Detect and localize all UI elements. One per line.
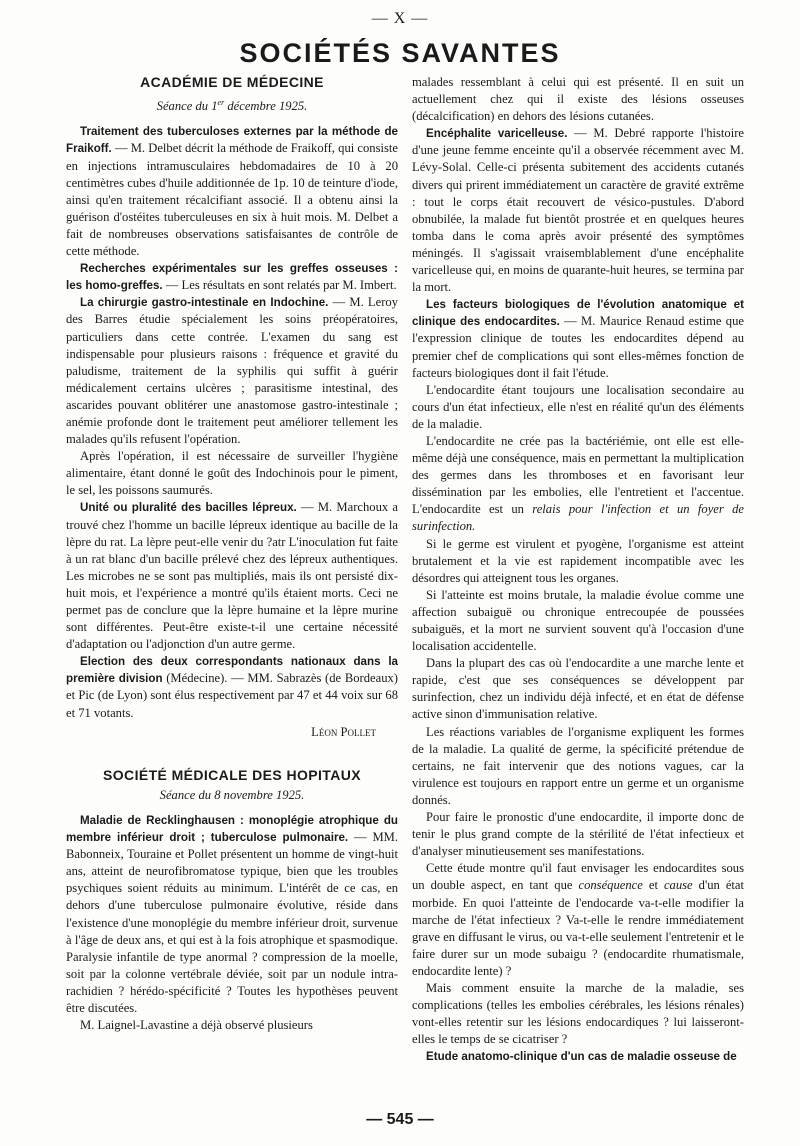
article-lead: Encéphalite varicelleuse. — [426, 127, 568, 141]
article-encephalite: Encéphalite varicelleuse. — M. Debré rapporte l'histoire d'une jeune femme enceinte qu'il a observée récemment avec M. Lévy-Solal. Celle-ci présenta subitement des accidents cutanés divers qui prirent immédiatement un caractère de gravité extrême : tout le corps était recouvert de vésico-pustules. D'abord obnubilée, la malade fut bientôt prostrée et en quelques heures tomba dans le coma après avoir présenté des symptômes méningés. Il s'agissait vraisemblablement d'une encéphalite varicelleuse qui, en moins de quarante-huit heures, se termina par la mort. — [412, 126, 744, 295]
article-recklinghausen: Maladie de Recklinghausen : monoplégie atrophique du membre inférieur droit ; tuberculose pulmonaire. — MM. Babonneix, Touraine et Pollet présentent un homme de vingt-huit ans, atteint de neurofibromatose typique, bien que les troubles psychiques soient réduits au minimum. L'intérêt de ce cas, en dehors d'une tuberculose pulmonaire évolutive, réside dans l'existence d'une monoplégie du membre inférieur droit, survenue à l'âge de deux ans, et qui est à la fois atrophique et spasmodique. Paralysie infantile de type anormal ? compression de la moelle, soit par la colonne vertébrale déviée, soit par un nodule intra-rachidien ? hérédo-spécificité ? Toutes les hypothèses peuvent être discutées. — [66, 813, 398, 1015]
paragraph-germe: Si le germe est virulent et pyogène, l'organisme est atteint brutalement et la vie est rapidement incompatible avec les désordres qui atteignent tous les organes. — [412, 536, 744, 585]
article-lead: Maladie de Recklinghausen : monoplégie atrophique du membre inférieur droit ; tuberculose pulmonaire. — [66, 813, 398, 845]
article-greffes: Recherches expérimentales sur les greffes osseuses : les homo-greffes. — Les résultats en sont relatés par M. Imbert. — [66, 262, 398, 293]
article-election: Election des deux correspondants nationaux dans la première division (Médecine). — MM. Sabrazès (de Bordeaux) et Pic (de Lyon) sont élus respectivement par 47 et 44 voix sur 68 et 71 votants. — [66, 655, 398, 720]
article-lead: Traitement des tuberculoses externes par la méthode de Fraikoff. — [66, 125, 398, 156]
article-lepre: Unité ou pluralité des bacilles lépreux. — M. Marchoux a trouvé chez l'homme un bacille lépreux identique au bacille de la lèpre du rat. La lèpre peut-elle venir du ?atr L'inoculation fut faite à un rat blanc d'un bacille prélevé chez des lépreux authentiques. Les microbes ne se sont pas multipliés, mais ils ont persisté dix-huit mois, et l'expérience a montré qu'ils étaient morts. Ceci ne permet pas de conclure que la lèpre humaine et la lèpre murine sont différentes. Peut-être existe-t-il une certaine nécessité d'adaptation ou l'adjonction d'un autre germe. — [66, 500, 398, 652]
paragraph-apres-operation: Après l'opération, il est nécessaire de surveiller l'hygiène alimentaire, étant donné le goût des Indochinois pour le piment, le sel, les poissons saumurés. — [66, 449, 398, 498]
left-column — [66, 74, 398, 1034]
signature: Léon Pollet — [311, 724, 376, 739]
article-chirurgie: La chirurgie gastro-intestinale en Indochine. — M. Leroy des Barres étudie spécialement les soins préopératoires, particuliers dans cette contrée. L'examen du sang est indispensable pour plusieurs raisons : fréquence et gravité du paludisme, traitement de la syphilis qui suffit à guérir médicalement certains ulcères ; parasitisme intestinal, des ascarides pouvant oblitérer une anastomose gastro-intestinale ; anémie profonde dont le traitement peut améliorer tellement les malades qu'ils refusent l'opération. — [66, 295, 398, 447]
paragraph-etude: Cette étude montre qu'il faut envisager les endocardites sous un double aspect, en tant que conséquence et cause d'un état morbide. En quoi l'atteinte de l'endocarde va-t-elle modifier la marche de l'état infectieux ? Va-t-elle le rendre immédiatement grave en diffusant le virus, ou va-t-elle seulement l'entretenir et le faire durer sur un mode subaigu ? (endocardite rhumatismale, endocardite lente) ? — [412, 861, 744, 978]
article-lead: Election des deux correspondants nationaux dans la première division — [66, 655, 398, 686]
article-lead: Les facteurs biologiques de l'évolution anatomique et clinique des endocardites. — [412, 298, 744, 329]
paragraph-bacteriemie: L'endocardite ne crée pas la bactériémie, ont elle est elle-même déjà une conséquence, mais en permettant la multiplication des germes dans les thromboses et en favorisant leur dissémination par les embolies, elle l'entretient et l'accentue. L'endocardite est un relais pour l'infection et un foyer de surinfection. — [412, 433, 744, 534]
article-traitement: Traitement des tuberculoses externes par la méthode de Fraikoff. — M. Delbet décrit la méthode de Fraikoff, qui consiste en injections intramusculaires hebdomadaires de 10 à 20 centimètres cubes d'huile additionnée de 1p. 10 de teinture d'iode, ainsi qu'en traitement récalcifiant associé. Il a obtenu ainsi la guérison d'ostéites tuberculeuses en six à huit mois. M. Delbet a fait de nombreuses observations satisfaisantes de contrôle de cette méthode. — [66, 125, 398, 259]
page-roman-numeral: — X — — [371, 10, 429, 27]
paragraph-laignel: M. Laignel-Lavastine a déjà observé plusieurs — [80, 1018, 313, 1033]
article-facteurs: Les facteurs biologiques de l'évolution anatomique et clinique des endocardites. — M. Maurice Renaud estime que l'expression clinique de toutes les endocardites dépend au premier chef de complications qui sont elles-mêmes fonction de facteurs biologiques dont il fait l'étude. — [412, 298, 744, 380]
article-lead: Etude anatomo-clinique d'un cas de maladie osseuse de — [426, 1050, 737, 1064]
paragraph-atteinte: Si l'atteinte est moins brutale, la maladie évolue comme une affection subaiguë ou chronique entrecoupée de poussées subaiguës, et la mort ne survient souvent qu'à l'occasion d'une localisation accidentelle. — [412, 587, 744, 654]
page-number: — 545 — — [366, 1111, 434, 1128]
article-etude-anatomo — [412, 1048, 744, 1065]
article-lead: La chirurgie gastro-intestinale en Indochine. — [80, 296, 329, 310]
paragraph-comment: Mais comment ensuite la marche de la maladie, ses complications (telles les embolies cérébrales, les lésions rénales) vont-elles retentir sur les lésions endocardiques ? lui laisseront-elles le temps de se cicatriser ? — [412, 980, 744, 1047]
paragraph-continuation: malades ressemblant à celui qui est présenté. Il en suit un actuellement chez qui il existe des lésions osseuses (décalcification) en dehors des lésions cutanées. — [412, 75, 744, 124]
societe-session-date: Séance du 8 novembre 1925. — [159, 787, 305, 802]
societe-heading: SOCIÉTÉ MÉDICALE DES HOPITAUX — [103, 766, 361, 783]
paragraph-pronostic: Pour faire le pronostic d'une endocardite, il importe donc de tenir le plus grand compte de la stérilité de l'état infectieux et d'analyser minutieusement ses manifestations. — [412, 810, 744, 859]
article-lead: Recherches expérimentales sur les greffes osseuses : les homo-greffes. — [66, 262, 398, 293]
right-column — [412, 74, 744, 1065]
paragraph-reactions: Les réactions variables de l'organisme expliquent les formes de la maladie. La qualité de germe, la spécificité prétendue de certains, ne fait intervenir que des notions vagues, car la virulence est toujours en rapport entre un germe et un organisme donnés. — [412, 724, 744, 807]
paragraph-plupart: Dans la plupart des cas où l'endocardite a une marche lente et rapide, c'est que ses conséquences se développent par surinfection, chez un individu déjà infecté, et en état de défense active sinon d'immunisation relative. — [412, 656, 744, 722]
article-lead: Unité ou pluralité des bacilles lépreux. — [80, 501, 297, 515]
academie-heading: ACADÉMIE DE MÉDECINE — [140, 74, 324, 90]
paragraph-localisation: L'endocardite étant toujours une localisation secondaire au cours d'un état infectieux, elle n'est en réalité qu'un des éléments de la maladie. — [412, 382, 744, 431]
academie-session-date: Séance du 1er décembre 1925. — [156, 98, 308, 114]
page-title: SOCIÉTÉS SAVANTES — [239, 38, 561, 68]
